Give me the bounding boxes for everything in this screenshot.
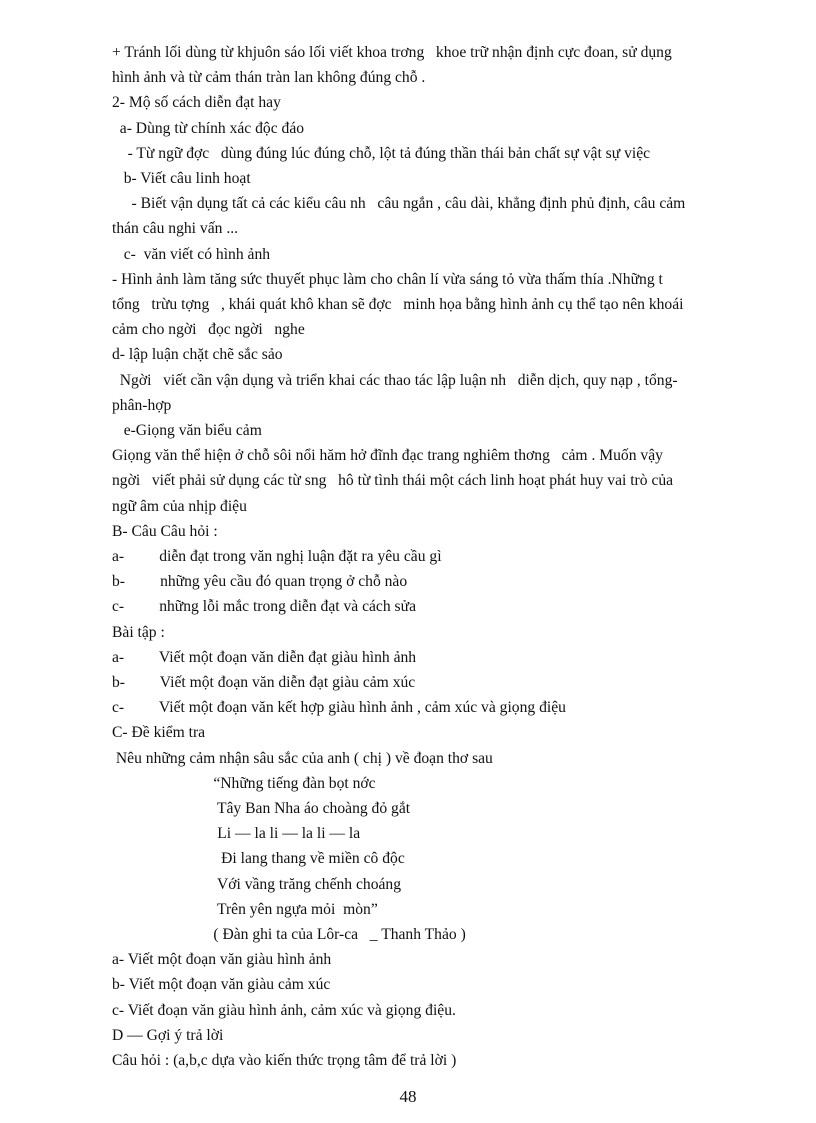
text-line: - Từ ngữ đợc dùng đúng lúc đúng chỗ, lột tả đúng thần thái bản chất sự vật sự việc <box>112 144 651 162</box>
text-line: d- lập luận chặt chẽ sắc sảo <box>112 346 283 364</box>
text-line: Li — la li — la li — la <box>112 825 361 843</box>
text-line: ( Đàn ghi ta của Lôr-ca _ Thanh Thảo ) <box>112 926 466 943</box>
text-line: a- diễn đạt trong văn nghị luận đặt ra yêu cầu gì <box>112 548 442 565</box>
text-line: a- Viết một đoạn văn diễn đạt giàu hình ảnh <box>112 648 417 666</box>
text-line: c- những lỗi mắc trong diễn đạt và cách sửa <box>112 598 416 616</box>
text-line: C- Đề kiểm tra <box>112 724 206 742</box>
text-line: - Hình ảnh làm tăng sức thuyết phục làm cho chân lí vừa sáng tỏ vừa thấm thía .Những t <box>112 270 663 288</box>
text-line: b- Viết một đoạn văn giàu cảm xúc <box>112 976 331 994</box>
text-line: a- Dùng từ chính xác độc đáo <box>112 119 305 137</box>
text-line: Bài tập : <box>112 623 165 641</box>
text-line: b- Viết câu linh hoạt <box>112 170 251 187</box>
text-line: Giọng văn thể hiện ở chỗ sôi nổi hăm hở đĩnh đạc trang nghiêm thơng cảm . Muốn vậy <box>112 447 663 465</box>
text-line: ngời viết phải sử dụng các từ sng hô từ tình thái một cách linh hoạt phát huy vai trò của <box>112 472 674 490</box>
text-line: Đi lang thang về miền cô độc <box>112 850 405 868</box>
text-line: thán câu nghi vấn ... <box>112 220 239 238</box>
text-line: b- những yêu cầu đó quan trọng ở chỗ nào <box>112 573 408 591</box>
text-line: cảm cho ngời đọc ngời nghe <box>112 321 305 339</box>
text-line: tổng trừu tợng , khái quát khô khan sẽ đợc minh họa bằng hình ảnh cụ thể tạo nên khoái <box>112 296 684 313</box>
text-line: + Tránh lối dùng từ khjuôn sáo lối viết khoa trơng khoe trữ nhận định cực đoan, sử dụng <box>112 44 672 61</box>
text-line: Với vầng trăng chếnh choáng <box>112 875 402 893</box>
text-line: a- Viết một đoạn văn giàu hình ảnh <box>112 951 332 969</box>
text-line: ngữ âm của nhịp điệu <box>112 497 247 515</box>
text-line: 2- Mộ số cách diễn đạt hay <box>112 94 281 112</box>
text-line: “Những tiếng đàn bọt nớc <box>112 774 376 792</box>
text-line: B- Câu Câu hỏi : <box>112 522 218 540</box>
text-line: Ngời viết cần vận dụng và triển khai các thao tác lập luận nh diễn dịch, quy nạp , tổng- <box>112 371 678 389</box>
text-line: Nêu những cảm nhận sâu sắc của anh ( chị ) về đoạn thơ sau <box>112 749 493 767</box>
page-number: 48 <box>399 1087 417 1106</box>
text-line: hình ảnh và từ cảm thán tràn lan không đúng chỗ . <box>112 69 426 87</box>
text-line: c- Viết đoạn văn giàu hình ảnh, cảm xúc và giọng điệu. <box>112 1001 456 1019</box>
text-line: c- văn viết có hình ảnh <box>112 245 271 263</box>
text-line: D — Gợi ý trả lời <box>112 1026 224 1044</box>
text-line: b- Viết một đoạn văn diễn đạt giàu cảm xúc <box>112 674 416 691</box>
text-line: Tây Ban Nha áo choàng đỏ gắt <box>112 800 411 817</box>
text-line: Trên yên ngựa mỏi mòn” <box>112 900 378 918</box>
text-line: - Biết vận dụng tất cả các kiểu câu nh câu ngắn , câu dài, khẳng định phủ định, câu cảm <box>112 195 686 213</box>
text-line: phân-hợp <box>112 396 172 414</box>
text-line: Câu hỏi : (a,b,c dựa vào kiến thức trọng tâm để trả lời ) <box>112 1052 457 1069</box>
text-line: e-Giọng văn biểu cảm <box>112 422 262 439</box>
text-line: c- Viết một đoạn văn kết hợp giàu hình ảnh , cảm xúc và giọng điệu <box>112 699 566 717</box>
